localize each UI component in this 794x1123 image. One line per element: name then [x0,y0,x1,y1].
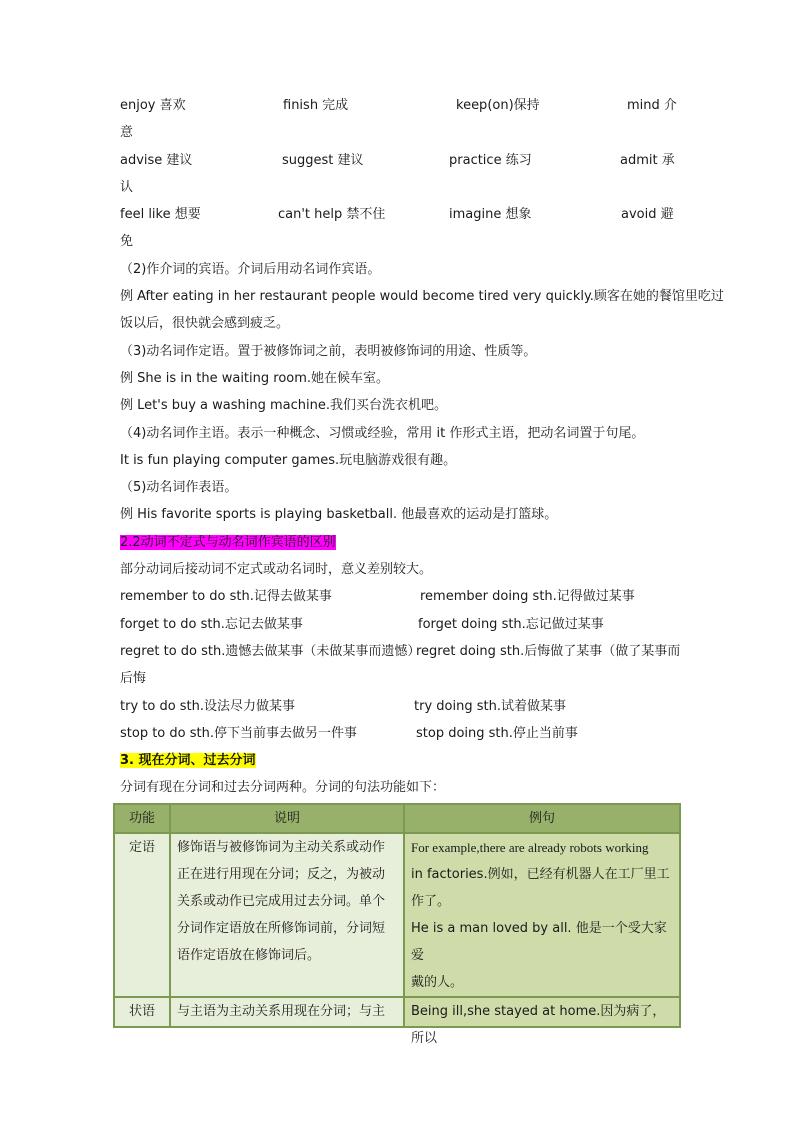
section-p4: （4)动名词作主语。表示一种概念、习惯或经验，常用 it 作形式主语，把动名词置于句尾。 [120,425,645,441]
wrap-line: 意 [120,125,134,141]
contrast-left: forget to do sth.忘记去做某事 [120,616,303,632]
table-header-cell: 例句 [404,804,680,833]
example-line: in factories.例如，已经有机器人在工厂里工 [411,867,670,882]
contrast-right: remember doing sth.记得做过某事 [420,589,635,605]
table-cell-example [404,997,680,1046]
table-cell-desc [170,997,404,1027]
wrap-line: 免 [120,234,134,250]
vocab-item: advise 建议 [120,152,193,168]
contrast-row [120,583,680,610]
contrast-row [120,720,680,747]
vocab-item: mind 介 [627,98,677,113]
contrast-row [120,638,680,665]
table-header-cell: 功能 [114,804,170,833]
example-line: He is a man loved by all. 他是一个受大家爱 [411,921,667,963]
contrast-right: stop doing sth.停止当前事 [416,725,578,741]
contrast-right: try doing sth.试着做某事 [414,698,566,714]
vocab-item: can't help 禁不住 [278,207,386,223]
participle-table [113,803,681,1046]
example-line: 戴的人。 [411,975,464,990]
desc-line: 修饰语与被修饰词为主动关系或动作 [177,840,386,855]
heading-text: 3. 现在分词、过去分词 [120,753,256,769]
section-p5: （5)动名词作表语。 [120,480,238,496]
example-line: Being ill,she stayed at home.因为病了，所以 [411,1004,666,1046]
table-cell-func: 定语 [114,833,170,997]
vocab-item: imagine 想象 [449,207,532,223]
desc-line: 关系或动作已完成用过去分词。单个 [177,894,386,909]
contrast-row [120,693,680,720]
vocab-item: avoid 避 [621,207,674,223]
desc-line: 正在进行用现在分词；反之，为被动 [177,867,386,882]
table-row [114,833,680,997]
wrap-line: 认 [120,179,134,195]
vocab-row [120,147,680,174]
vocab-item: keep(on)保持 [456,98,540,113]
contrast-right: forget doing sth.忘记做过某事 [418,616,604,632]
contrast-left: try to do sth.设法尽力做某事 [120,698,296,714]
section-intro: 部分动词后接动词不定式或动名词时，意义差别较大。 [120,562,433,578]
example-line: It is fun playing computer games.玩电脑游戏很有趣。 [120,452,457,468]
table-cell-example [404,833,680,997]
vocab-item: feel like 想要 [120,207,201,223]
contrast-left: regret to do sth.遗憾去做某事（未做某事而遗憾） [120,643,421,659]
contrast-right: regret doing sth.后悔做了某事（做了某事而 [416,643,681,659]
heading-text: 2.2动词不定式与动名词作宾语的区别 [120,534,336,550]
wrap-line: 后悔 [120,671,147,687]
table-row [114,997,680,1027]
table-header-cell: 说明 [170,804,404,833]
example-line: 例 She is in the waiting room.她在候车室。 [120,370,390,386]
vocab-item: suggest 建议 [282,152,364,168]
vocab-item: admit 承 [620,152,675,168]
example-line: 例 After eating in her restaurant people would become tired very quickly.顾客在她的餐馆里吃过 [120,289,724,305]
vocab-item: enjoy 喜欢 [120,98,186,113]
table-cell-desc [170,833,404,997]
vocab-row [120,92,680,119]
desc-line: 与主语为主动关系用现在分词；与主 [177,1004,386,1019]
vocab-item: finish 完成 [283,98,349,113]
contrast-left: remember to do sth.记得去做某事 [120,589,332,605]
contrast-left: stop to do sth.停下当前事去做另一件事 [120,725,357,741]
section-heading-2-2 [120,529,680,556]
table-header-row [114,804,680,833]
section-p3: （3)动名词作定语。置于被修饰词之前，表明被修饰词的用途、性质等。 [120,343,537,359]
table-cell-func: 状语 [114,997,170,1027]
contrast-row [120,611,680,638]
example-line: 饭以后，很快就会感到疲乏。 [120,316,290,332]
document-body [120,92,724,802]
example-line: 例 His favorite sports is playing basketball. 他最喜欢的运动是打篮球。 [120,507,558,523]
section-intro: 分词有现在分词和过去分词两种。分词的句法功能如下： [120,780,446,796]
vocab-item: practice 练习 [449,152,532,168]
section-heading-3 [120,747,680,774]
example-line: 例 Let's buy a washing machine.我们买台洗衣机吧。 [120,398,447,414]
desc-line: 分词作定语放在所修饰词前，分词短 [177,921,386,936]
example-line: 作了。 [411,894,451,909]
example-line: For example,there are already robots working [411,840,649,855]
vocab-row [120,201,680,228]
section-p2: （2)作介词的宾语。介词后用动名词作宾语。 [120,261,381,277]
desc-line: 语作定语放在修饰词后。 [177,948,321,963]
